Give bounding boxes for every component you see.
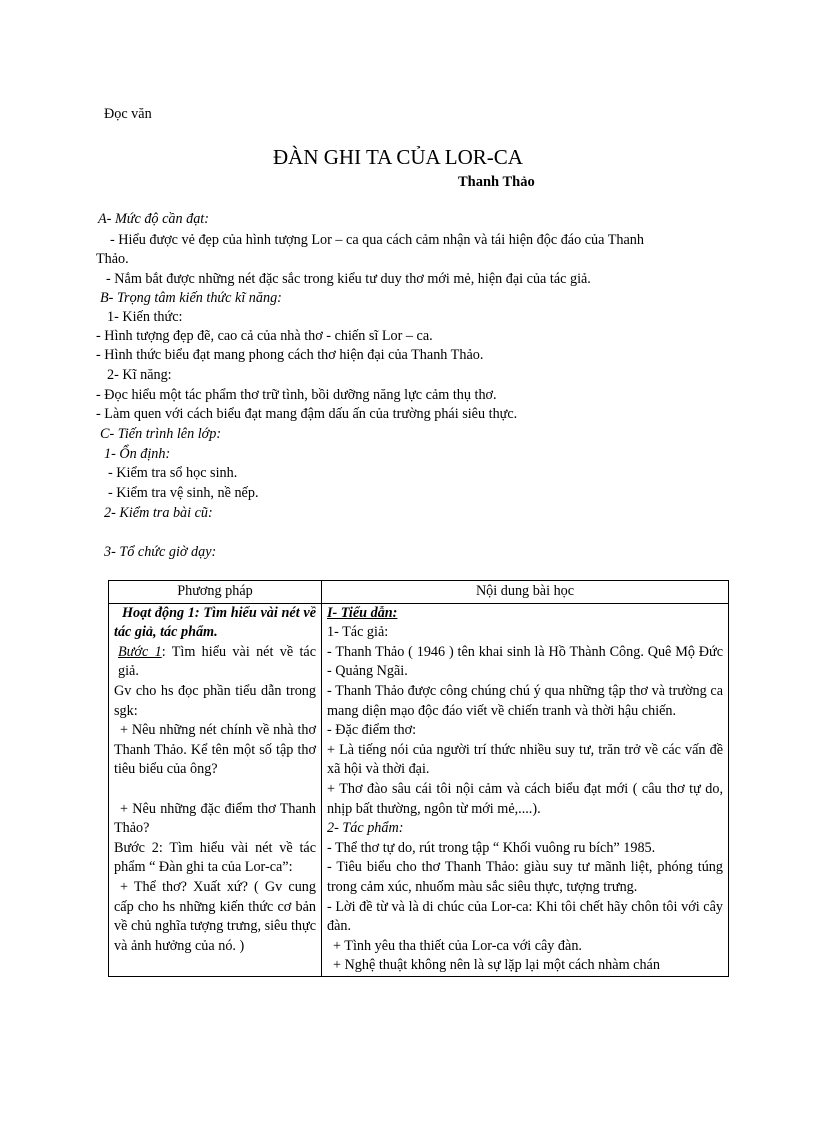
step-3-heading: 3- Tổ chức giờ dạy: xyxy=(104,544,217,560)
table-row xyxy=(109,603,729,976)
activity-heading: Hoạt động 1: Tìm hiểu vài nét về tác giả, tác phẩm. xyxy=(114,604,316,641)
content-paragraph-5: + Thơ đào sâu cái tôi nội cảm và cách biểu đạt mới ( câu thơ tự do, nhịp bất thường, ngôn từ mới mẻ,....). xyxy=(327,780,723,817)
content-paragraph-10: + Nghệ thuật không nên là sự lặp lại một cách nhàm chán xyxy=(333,957,660,974)
content-column-header: Nội dung bài học xyxy=(322,581,729,604)
skill-item-1: - Đọc hiểu một tác phẩm thơ trữ tình, bồi dưỡng năng lực cảm thụ thơ. xyxy=(96,387,497,403)
content-paragraph-8: - Lời đề từ và là di chúc của Lor-ca: Khi tôi chết hãy chôn tôi với cây đàn. xyxy=(327,898,723,935)
content-paragraph-2: - Thanh Thảo được công chúng chú ý qua những tập thơ và trường ca mang diện mạo độc đáo viết về chiến tranh và thời hậu chiến. xyxy=(327,682,723,719)
author-subheading: 1- Tác giả: xyxy=(327,624,389,641)
lesson-table xyxy=(108,580,729,977)
objective-1-cont: Thảo. xyxy=(96,251,129,267)
objective-1: - Hiểu được vẻ đẹp của hình tượng Lor – ca qua cách cảm nhận và tái hiện độc đáo của Thanh xyxy=(110,232,644,248)
section-c-heading: C- Tiến trình lên lớp: xyxy=(100,426,222,442)
content-heading: I- Tiểu dẫn: xyxy=(327,604,398,621)
step-1-item-b: - Kiểm tra vệ sinh, nề nếp. xyxy=(108,485,259,501)
step-1-text: : Tìm hiểu vài nét về tác giả. xyxy=(118,643,316,680)
subject-label: Đọc văn xyxy=(104,106,152,122)
method-paragraph-2: + Nêu những nét chính về nhà thơ Thanh Thảo. Kể tên một số tập thơ tiêu biểu của ông? xyxy=(114,722,316,778)
section-b-heading: B- Trọng tâm kiến thức kĩ năng: xyxy=(100,290,282,306)
skills-heading: 2- Kĩ năng: xyxy=(107,367,172,383)
knowledge-item-2: - Hình thức biểu đạt mang phong cách thơ hiện đại của Thanh Thảo. xyxy=(96,347,484,363)
method-paragraph-5: + Thể thơ? Xuất xứ? ( Gv cung cấp cho hs những kiến thức cơ bản về chủ nghĩa tượng trưng, siêu thực và ảnh hưởng của nó. ) xyxy=(114,878,316,954)
step-1-item-a: - Kiểm tra sổ học sinh. xyxy=(108,465,238,481)
step-1-label: Bước 1 xyxy=(118,643,162,660)
content-cell xyxy=(322,603,729,976)
content-paragraph-7: - Tiêu biểu cho thơ Thanh Thảo: giàu suy tư mãnh liệt, phóng túng trong cảm xúc, nhuốm màu sắc siêu thực, tượng trưng. xyxy=(327,859,723,895)
work-subheading: 2- Tác phẩm: xyxy=(327,820,404,837)
skill-item-2: - Làm quen với cách biểu đạt mang đậm dấu ấn của trường phái siêu thực. xyxy=(96,406,518,422)
objective-2: - Nắm bắt được những nét đặc sắc trong kiểu tư duy thơ mới mẻ, hiện đại của tác giả. xyxy=(106,271,591,287)
author-name: Thanh Thảo xyxy=(458,174,535,190)
table-header-row xyxy=(109,581,729,604)
content-paragraph-4: + Là tiếng nói của người trí thức nhiều suy tư, trăn trở về các vấn đề xã hội và thời đại. xyxy=(327,741,723,778)
content-paragraph-3: - Đặc điểm thơ: xyxy=(327,722,417,739)
method-paragraph-4: Bước 2: Tìm hiểu vài nét về tác phẩm “ Đàn ghi ta của Lor-ca”: xyxy=(114,839,316,876)
content-paragraph-6: - Thể thơ tự do, rút trong tập “ Khối vuông ru bích” 1985. xyxy=(327,839,656,856)
section-a-heading: A- Mức độ cần đạt: xyxy=(98,211,209,227)
knowledge-heading: 1- Kiến thức: xyxy=(107,309,183,325)
content-paragraph-1: - Thanh Thảo ( 1946 ) tên khai sinh là Hồ Thành Công. Quê Mộ Đức - Quảng Ngãi. xyxy=(327,643,723,680)
method-column-header: Phương pháp xyxy=(109,581,322,604)
step-1-heading: 1- Ổn định: xyxy=(104,446,171,462)
step-1-paragraph xyxy=(114,643,316,682)
page-title: ĐÀN GHI TA CỦA LOR-CA xyxy=(273,145,523,169)
step-2-heading: 2- Kiểm tra bài cũ: xyxy=(104,505,213,521)
content-paragraph-9: + Tình yêu tha thiết của Lor-ca với cây đàn. xyxy=(333,937,582,954)
method-cell xyxy=(109,603,322,976)
knowledge-item-1: - Hình tượng đẹp đẽ, cao cả của nhà thơ - chiến sĩ Lor – ca. xyxy=(96,328,433,344)
method-paragraph-1: Gv cho hs đọc phần tiểu dẫn trong sgk: xyxy=(114,682,316,719)
method-paragraph-3: + Nêu những đặc điểm thơ Thanh Thảo? xyxy=(114,800,316,837)
